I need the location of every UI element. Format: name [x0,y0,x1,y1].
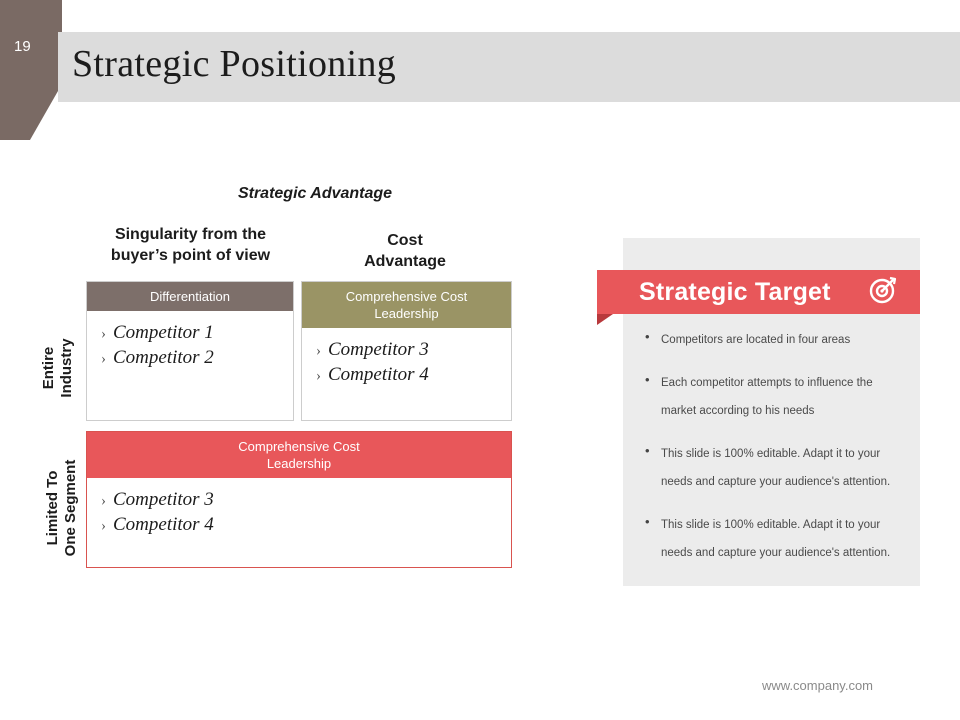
list-item-label: Competitor 4 [328,364,429,385]
slide-number: 19 [14,38,31,55]
list-item-label: Competitor 4 [113,514,214,535]
list-item [101,346,279,371]
matrix-column-header-2 [320,230,490,272]
column-header-1-line2: buyer’s point of view [110,247,271,264]
chevron-right-icon: › [101,326,106,342]
quadrant-focus-header [87,432,511,478]
quadrant-cost-leadership-header [302,282,511,328]
page-title: Strategic Positioning [72,43,397,85]
list-item [316,363,497,388]
column-header-2-line2: Advantage [364,253,446,270]
strategic-target-banner [597,270,920,314]
chevron-right-icon: › [101,518,106,534]
quadrant-cost-leadership-body [302,328,511,394]
list-item [101,513,497,538]
list-item [101,488,497,513]
quadrant-focus [86,431,512,568]
row-label-1-line2: Industry [58,338,75,398]
strategic-target-bullet-list [645,326,903,582]
list-item [645,511,903,567]
chevron-right-icon: › [101,351,106,367]
list-item-label: Competitor 3 [113,489,214,510]
quadrant-differentiation [86,281,294,421]
quadrant-differentiation-header: Differentiation [87,282,293,311]
matrix-row-label-1 [40,328,76,408]
chevron-right-icon: › [101,493,106,509]
list-item-label: This slide is 100% editable. Adapt it to your needs and capture your audience's attention. [661,448,891,488]
row-label-2-line2: One Segment [62,459,79,557]
bullet-dot-icon: • [645,329,650,344]
matrix-axis-title: Strategic Advantage [237,185,393,202]
bullet-dot-icon: • [645,514,650,529]
list-item [316,338,497,363]
list-item [645,326,903,354]
list-item-label: Competitor 1 [113,322,214,343]
list-item-label: Competitors are located in four areas [661,334,851,346]
list-item-label: This slide is 100% editable. Adapt it to your needs and capture your audience's attention. [661,519,891,559]
quadrant-focus-body [87,478,511,544]
list-item-label: Competitor 2 [113,347,214,368]
footer-url: www.company.com [762,678,874,693]
quadrant-focus-header-line2: Leadership [266,456,332,471]
list-item [101,321,279,346]
quadrant-focus-header-line1: Comprehensive Cost [238,439,360,454]
quadrant-cost-leadership-header-line1: Comprehensive Cost [345,289,468,304]
list-item-label: Competitor 3 [328,339,429,360]
column-header-1-line1: Singularity from the [114,226,267,243]
quadrant-cost-leadership-header-line2: Leadership [374,306,439,321]
chevron-right-icon: › [316,343,321,359]
matrix-column-header-1 [88,224,293,266]
row-label-1-line1: Entire [40,346,57,390]
row-label-2-line1: Limited To [44,470,61,546]
chevron-right-icon: › [316,368,321,384]
list-item [645,440,903,496]
quadrant-differentiation-body [87,311,293,377]
bullet-dot-icon: • [645,443,650,458]
corner-decoration [0,0,62,140]
strategic-target-title: Strategic Target [639,277,831,306]
banner-tail-decoration [597,314,613,325]
bullet-dot-icon: • [645,372,650,387]
list-item-label: Each competitor attempts to influence the market according to his needs [661,377,873,417]
list-item [645,369,903,425]
matrix-row-label-2 [44,443,80,573]
quadrant-cost-leadership [301,281,512,421]
target-icon [868,275,898,310]
column-header-2-line1: Cost [387,232,423,249]
